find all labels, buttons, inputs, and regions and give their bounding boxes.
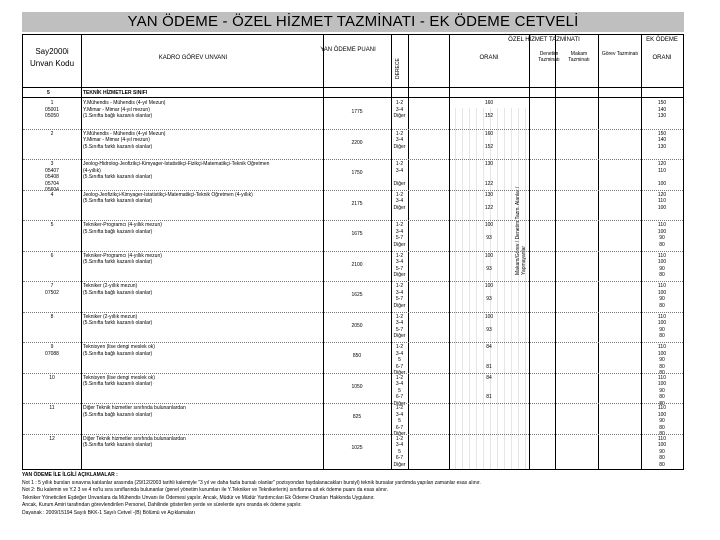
row-text: Diğer Teknik hizmetler sınıfında bulunanlardan (5.Sınıfta farklı kazanılı olanlar) (83, 435, 186, 448)
notes-heading: YAN ÖDEME İLE İLGİLİ AÇIKLAMALAR : (22, 472, 118, 478)
row-derece: 1-2 3-4 Diğer (393, 100, 406, 119)
row-code: 9 07088 (45, 344, 59, 357)
note-line-3: Tekniker Yöneticileri Eşdeğer Unvanlara da Mühendis Unvanı ile Ödemesi yapılır. Ancak, Müdür ve Müdür Yardımcıları Ek Ödeme Oranları Hakkında Uygulanır. (22, 494, 375, 501)
side-note: Makam/Görev / Denetim Tazm. Alanlar / Yapmayanlar (515, 186, 527, 275)
orani-header: ORANI (479, 55, 499, 61)
row-text: Diğer Teknik hizmetler sınıfında bulunanlardan (5.Sınıfta bağlı kazanılı olanlar) (83, 405, 186, 418)
payment-table (22, 34, 684, 470)
row-derece: 1-2 3-4 Diğer (393, 161, 406, 187)
row-puan: 2050 (351, 322, 363, 329)
note-line-2: Not 2: Bu kalemin ve Y.2 3 ve 4 no'lu sıra sınıflarında bulunanlar (genel yönetim kurumları ile Y.Tekniker ve Teknikerlerin) sınıflarına ait ek ödeme puanı da esas alınır. (22, 487, 388, 493)
row-derece: 1-2 3-4 5-7 Diğer (393, 313, 406, 339)
row-divider (23, 220, 683, 221)
row-orani: 100 93 (484, 222, 494, 241)
row-derece: 1-2 3-4 Diğer (393, 130, 406, 150)
row-divider (23, 281, 683, 282)
row-code: 3 05407 05408 05704 05604 (45, 161, 59, 193)
section-title: TEKNİK HİZMETLER SINIFI (83, 90, 148, 96)
row-ek: 110 100 90 80 (657, 252, 667, 278)
notes-block (22, 472, 684, 517)
row-code: 8 (50, 313, 54, 320)
kadro-unvani-header: KADRO GÖREV UNVANI (158, 55, 228, 61)
note-line-1: Not 1 : 5 yıllık bursları sınavına katılanlar arasında (29/12/2003 tarihli kalemiyle "3 yıl ve daha fazla bursalı olanlar" pozisyondan faydalanacakları bursiyl) teknik bursalar yardımda yapılan zamanlar esas alınır. (22, 479, 481, 486)
row-text: Tekniker (2-yıllık mezun) (5.Sınıfta bağlı kazanılı olanlar) (83, 283, 153, 296)
row-orani: 130 122 (484, 191, 494, 211)
row-orani: 100 93 (484, 252, 494, 272)
row-puan: 850 (352, 353, 362, 359)
row-puan: 2200 (351, 139, 363, 146)
row-puan: 1050 (351, 383, 363, 390)
row-code: 1 05001 05050 (45, 100, 59, 119)
note-line-4: Ancak, Kurum Amiri tarafından görevlendirilen Personel, Dahilinde gösterilen yerde ve sürelerde aynı oranda ek ödeme yapılır. (22, 502, 302, 508)
row-divider (23, 403, 683, 404)
row-ek: 150 140 130 (657, 100, 667, 119)
row-text: Jeolog-Hidrolog-Jeofizikçi-Kimyager-İstatistikçi-Fizikçi-Matematikçi-Teknik Öğretmen (4-yıllık) (5.Sınıfta farklı kazanılı olanlar) (83, 161, 270, 180)
row-text: Tekniker (2-yıllık mezun) (5.Sınıfta farklı kazanılı olanlar) (83, 313, 153, 326)
row-text: Teknisyen (lise dengi meslek ok) (5.Sınıfta bağlı kazanılı olanlar) (83, 344, 155, 357)
say-label: Say2000i (35, 47, 69, 56)
row-orani: 100 93 (484, 283, 494, 302)
row-puan: 2100 (351, 261, 363, 268)
row-orani: 160 152 (484, 100, 494, 119)
row-ek: 110 100 90 80 80 (657, 344, 667, 376)
note-line-5: Dayanak : 2009/15194 Sayılı BKK-1 Sayılı Cetvel -(B) Bölümü ve Açıklamaları (22, 509, 195, 516)
row-code: 6 (50, 252, 54, 259)
row-derece: 1-2 3-4 5 6-7 Diğer (393, 374, 406, 407)
row-divider (23, 373, 683, 374)
row-ek: 150 140 130 (657, 130, 667, 150)
ek-odeme-header: EK ÖDEME (646, 37, 678, 43)
row-text: Y.Mühendis - Mühendis (4-yıl Mezun) Y.Mimar - Mimar (4-yıl mezun) (1.Sınıfta bağlı kazanılı olanlar) (83, 100, 166, 119)
row-code: 4 (50, 191, 54, 198)
row-ek: 110 100 90 80 80 (657, 374, 667, 407)
row-derece: 1-2 3-4 5-7 Diğer (393, 222, 406, 248)
row-ek: 110 100 90 80 (657, 283, 667, 309)
row-puan: 2175 (351, 200, 363, 207)
row-puan: 1675 (351, 231, 363, 237)
page-title: YAN ÖDEME - ÖZEL HİZMET TAZMİNATI - EK ÖDEME CETVELİ (22, 12, 684, 32)
row-orani: 160 152 (484, 130, 494, 150)
derece-header: DERECE (395, 58, 401, 79)
ek-orani-header: ORANI (652, 55, 672, 61)
row-puan: 1625 (351, 292, 363, 298)
row-orani: 84 81 (486, 374, 492, 400)
makam-header: Makam Tazminatı (568, 51, 590, 63)
row-derece: 1-2 3-4 5 6-7 Diğer (393, 435, 406, 468)
gorev-header: Görev Tazminatı (601, 51, 639, 57)
row-puan: 1775 (351, 109, 363, 115)
row-divider (23, 159, 683, 160)
row-derece: 1-2 3-4 Diğer (393, 191, 406, 211)
row-divider (23, 251, 683, 252)
row-ek: 120 110 100 (657, 191, 667, 211)
row-code: 11 (49, 405, 55, 411)
unvan-kodu-label: Unvan Kodu (29, 59, 75, 68)
yan-odeme-puani-header: YAN ÖDEME PUANI (320, 47, 376, 53)
row-puan: 825 (352, 414, 362, 420)
row-orani: 100 93 (484, 313, 494, 333)
row-text: Jeolog-Jeofizikçi-Kimyager-İstatistikçi-Matematikçi-Teknik Öğretmen (4-yıllık) (5.Sınıfta farklı kazanılı olanlar) (83, 191, 253, 204)
row-derece: 1-2 3-4 5-7 Diğer (393, 252, 406, 278)
row-code: 12 (49, 435, 55, 442)
denetim-header: Denetim Tazminatı (538, 51, 560, 63)
row-orani: 84 81 (486, 344, 492, 370)
row-code: 5 (50, 222, 54, 228)
row-ek: 110 100 90 80 80 (657, 405, 667, 437)
row-text: Y.Mühendis - Mühendis (4-yıl Mezun) Y.Mimar - Mimar (4-yıl mezun) (5.Sınıfta farklı kazanılı olanlar) (83, 130, 166, 150)
ozel-hizmet-header: ÖZEL HİZMET TAZMİNATI (508, 37, 580, 43)
row-text: Tekniker-Programcı (4-yıllık mezun) (5.Sınıfta farklı kazanılı olanlar) (83, 252, 162, 265)
row-derece: 1-2 3-4 5 6-7 Diğer (393, 405, 406, 437)
row-code: 10 (49, 374, 55, 381)
row-puan: 1025 (351, 444, 363, 451)
row-ek: 110 100 90 80 80 (657, 435, 667, 468)
section-code: 5 (47, 90, 50, 96)
row-ek: 110 100 90 80 (657, 222, 667, 248)
row-orani: 130 122 (484, 161, 494, 187)
row-divider (23, 129, 683, 130)
row-ek: 110 100 90 80 (657, 313, 667, 339)
row-ek: 120 110 100 (657, 161, 667, 187)
row-divider (23, 190, 683, 191)
row-divider (23, 312, 683, 313)
row-derece: 1-2 3-4 5 6-7 Diğer (393, 344, 406, 376)
row-divider (23, 342, 683, 343)
row-divider (23, 434, 683, 435)
row-puan: 1750 (351, 170, 363, 176)
row-text: Tekniker-Programcı (4-yıllık mezun) (5.Sınıfta bağlı kazanılı olanlar) (83, 222, 162, 235)
row-derece: 1-2 3-4 5-7 Diğer (393, 283, 406, 309)
row-code: 7 07502 (45, 283, 59, 296)
row-code: 2 (50, 130, 54, 137)
row-text: Teknisyen (lise dengi meslek ok) (5.Sınıfta farklı kazanılı olanlar) (83, 374, 155, 387)
